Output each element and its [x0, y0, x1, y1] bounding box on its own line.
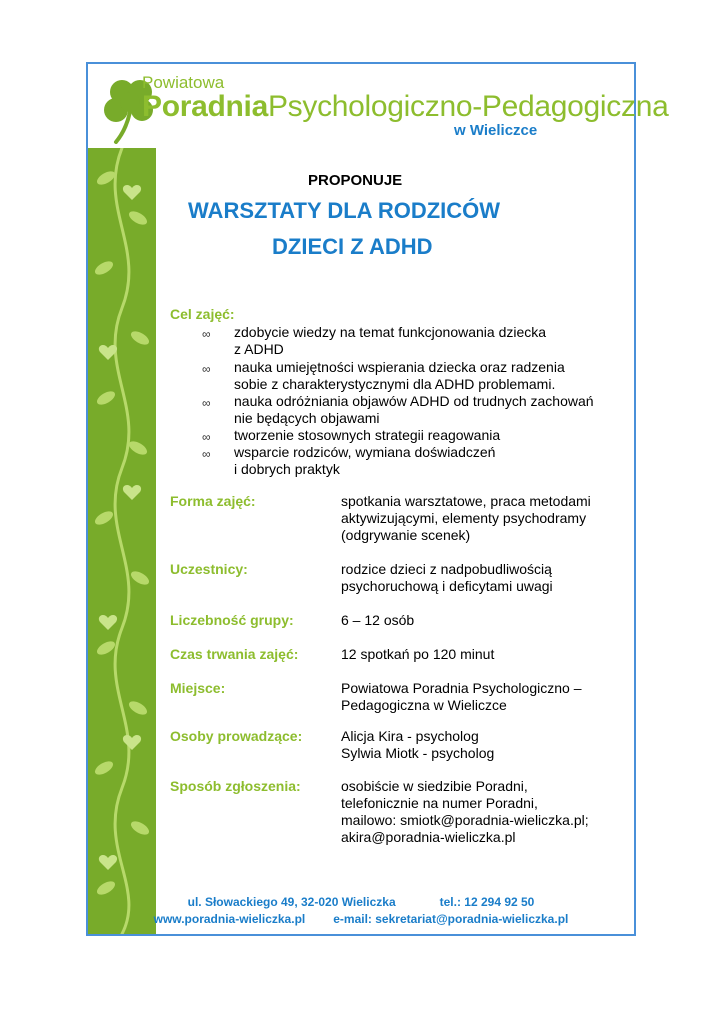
participants-value: rodzice dzieci z nadpobudliwością — [341, 561, 552, 577]
footer-line-2 — [88, 911, 634, 928]
goal-item: wsparcie rodziców, wymiana doświadczeń — [234, 444, 496, 460]
logo-sub-text: w Wieliczce — [454, 122, 538, 139]
footer-line-1 — [88, 894, 634, 911]
title-line-2: DZIECI Z ADHD — [272, 234, 433, 259]
group-size-label: Liczebność grupy: — [170, 612, 294, 628]
signup-value: akira@poradnia-wieliczka.pl — [341, 829, 516, 845]
participants-label: Uczestnicy: — [170, 561, 248, 577]
bullet-icon: ∞ — [202, 396, 211, 410]
goal-item: i dobrych praktyk — [234, 461, 340, 477]
leaders-label: Osoby prowadzące: — [170, 728, 303, 744]
goal-item: nauka umiejętności wspierania dziecka oraz radzenia — [234, 359, 565, 375]
logo-top-text: Powiatowa — [142, 73, 225, 92]
leaders-value: Sylwia Miotk - psycholog — [341, 745, 495, 761]
bullet-icon: ∞ — [202, 430, 211, 444]
logo-header — [88, 64, 669, 148]
goal-item: tworzenie stosownych strategii reagowania — [234, 427, 501, 443]
goal-item: zdobycie wiedzy na temat funkcjonowania dziecka — [234, 324, 547, 340]
duration-label: Czas trwania zajęć: — [170, 646, 299, 662]
bullet-icon: ∞ — [202, 327, 211, 341]
logo-main-rest: Psychologiczno-Pedagogiczna — [267, 90, 669, 123]
leaders-value: Alicja Kira - psycholog — [341, 728, 479, 744]
goal-item: sobie z charakterystycznymi dla ADHD problemami. — [234, 376, 556, 392]
place-label: Miejsce: — [170, 680, 226, 696]
goal-item: nauka odróżniania objawów ADHD od trudnych zachowań — [234, 393, 594, 409]
logo-main-bold: Poradnia — [142, 90, 268, 123]
place-value: Pedagogiczna w Wieliczce — [341, 697, 507, 713]
proponuje-heading: PROPONUJE — [308, 172, 403, 189]
logo-main-text — [142, 90, 668, 124]
goal-item: z ADHD — [234, 341, 284, 357]
signup-value: mailowo: smiotk@poradnia-wieliczka.pl; — [341, 812, 589, 828]
signup-value: telefonicznie na numer Poradni, — [341, 795, 538, 811]
title-line-1: WARSZTATY DLA RODZICÓW — [188, 198, 501, 223]
footer — [88, 894, 634, 928]
signup-value: osobiście w siedzibie Poradni, — [341, 778, 528, 794]
form-value: aktywizującymi, elementy psychodramy — [341, 510, 587, 526]
footer-phone: tel.: 12 294 92 50 — [439, 895, 535, 909]
form-value: (odgrywanie scenek) — [341, 527, 471, 543]
place-value: Powiatowa Poradnia Psychologiczno – — [341, 680, 582, 696]
footer-email[interactable]: e-mail: sekretariat@poradnia-wieliczka.pl — [333, 912, 569, 926]
duration-value: 12 spotkań po 120 minut — [341, 646, 495, 662]
flyer-frame — [86, 62, 669, 936]
goal-item: nie będących objawami — [234, 410, 380, 426]
goal-label: Cel zajęć: — [170, 306, 235, 322]
bullet-icon: ∞ — [202, 362, 211, 376]
form-label: Forma zajęć: — [170, 493, 256, 509]
signup-label: Sposób zgłoszenia: — [170, 778, 301, 794]
participants-value: psychoruchową i deficytami uwagi — [341, 578, 553, 594]
footer-website[interactable]: www.poradnia-wieliczka.pl — [153, 912, 306, 926]
group-size-value: 6 – 12 osób — [341, 612, 415, 628]
flyer-content — [88, 148, 634, 934]
form-value: spotkania warsztatowe, praca metodami — [341, 493, 591, 509]
footer-address: ul. Słowackiego 49, 32-020 Wieliczka — [187, 895, 396, 909]
bullet-icon: ∞ — [202, 447, 211, 461]
